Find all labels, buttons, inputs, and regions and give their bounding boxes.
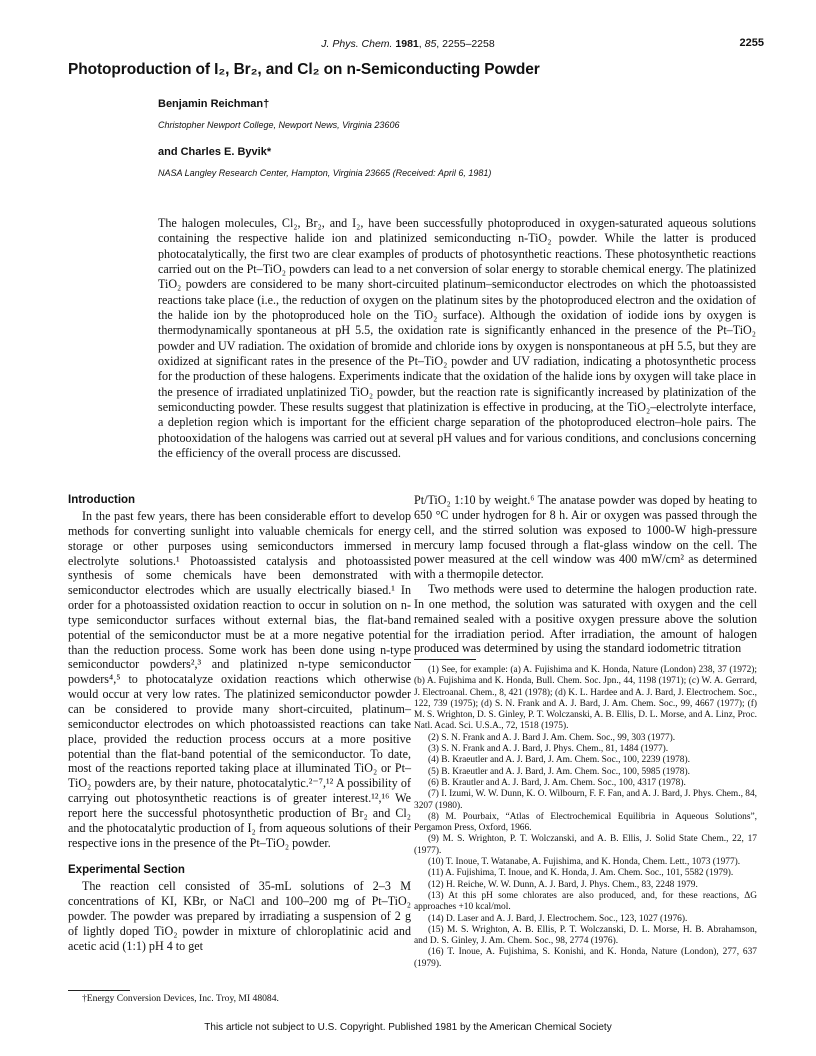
copyright-line: This article not subject to U.S. Copyright. Published 1981 by the American Chemical Society [204, 1022, 612, 1033]
footnote-separator-right [414, 659, 476, 660]
reference-item: (7) I. Izumi, W. W. Dunn, K. O. Wilbourn, F. F. Fan, and A. J. Bard, J. Phys. Chem., 84, 3207 (1980). [414, 789, 757, 811]
reference-item: (4) B. Kraeutler and A. J. Bard, J. Am. Chem. Soc., 100, 2239 (1978). [428, 755, 690, 766]
journal-volume: 85 [424, 38, 437, 50]
reference-item: (14) D. Laser and A. J. Bard, J. Electrochem. Soc., 123, 1027 (1976). [428, 913, 688, 924]
left-column [68, 493, 411, 954]
reference-item: (13) At this pH some chlorates are also produced, and, for these reactions, ΔG approaches +10 kcal/mol. [414, 890, 757, 913]
experimental-paragraph: The reaction cell consisted of 35-mL solutions of 2–3 M concentrations of KI, KBr, or NaCl and 100–200 mg of Pt–TiO₂ powder. The powder was prepared by irradiating a suspension of 2 g of lightly doped TiO₂ powder in mixture of chloroplatinic acid and acetic acid (1:1) pH 4 to get [68, 879, 411, 953]
author-1-name: Benjamin Reichman† [158, 98, 270, 110]
reference-item: (8) M. Pourbaix, “Atlas of Electrochemical Equilibria in Aqueous Solutions”, Pergamon Press, Oxford, 1966. [414, 811, 757, 834]
reference-item: (9) M. S. Wrighton, P. T. Wolczanski, and A. B. Ellis, J. Solid State Chem., 22, 17 (1977). [414, 834, 757, 856]
method-paragraph: Two methods were used to determine the halogen production rate. In one method, the solution was saturated with oxygen and the cell remained sealed with a positive oxygen pressure above the solution for the irradiation period. After irradiation, the amount of halogen produced was determined by using the standard iodometric titration [414, 582, 757, 656]
reference-item: (2) S. N. Frank and A. J. Bard J. Am. Chem. Soc., 99, 303 (1977). [428, 732, 676, 743]
running-header: J. Phys. Chem. 1981, 85, 2255–2258 [321, 38, 495, 50]
journal-name: J. Phys. Chem. [321, 38, 393, 50]
reference-item: (6) B. Krautler and A. J. Bard, J. Am. Chem. Soc., 100, 4317 (1978). [428, 777, 686, 788]
introduction-heading: Introduction [68, 494, 136, 506]
reference-item: (10) T. Inoue, T. Watanabe, A. Fujishima, and K. Honda, Chem. Lett., 1073 (1977). [428, 857, 741, 868]
reference-item: (12) H. Reiche, W. W. Dunn, A. J. Bard, J. Phys. Chem., 83, 2248 1979. [428, 879, 698, 890]
author-footnote: †Energy Conversion Devices, Inc. Troy, MI 48084. [82, 993, 279, 1004]
introduction-paragraph: In the past few years, there has been considerable effort to develop methods for converting sunlight into valuable chemicals for energy storage or other purposes using semiconductors immersed in electrolyte solutions.¹ Photoassisted catalysis and photoassisted synthesis of some chemicals have been demonstrated with semiconductor electrodes which are usually electrically biased.¹ In order for a photoassisted oxidation reaction to occur in solution on n-type semiconductor surfaces without external bias, the flat-band potential of the semiconductor must be at a more negative potential than the reduction process. Some work has been done using n-type semiconductor powders²,³ and platinized n-type semiconductor powders⁴,⁵ to photocatalyze oxidation reactions which otherwise would occur at very low rates. The platinized semiconductor powder can be considered to provide many short-circuited, platinum–semiconductor electrodes on which photoassisted reactions can take place, provided the reduction process occurs at a more positive potential than the flat-band potential of the semiconductor. To date, most of the reactions reported taking place at illuminated TiO₂ or Pt–TiO₂ powders are, by their nature, photocatalytic.²⁻⁷,¹² A possibility of carrying out photosynthetic reactions is of greater interest.¹²,¹⁶ We report here the successful photosynthetic production of Br₂ and Cl₂ and the photocatalytic production of I₂ from aqueous solutions of their respective ions in the presence of the Pt–TiO₂ powder. [68, 509, 411, 850]
reference-item: (5) B. Kraeutler and A. J. Bard, J. Am. Chem. Soc., 100, 5985 (1978). [428, 766, 690, 777]
footnote-separator-left [68, 990, 130, 991]
journal-pages: 2255–2258 [442, 38, 495, 50]
page-number: 2255 [739, 37, 764, 49]
reference-item: (11) A. Fujishima, T. Inoue, and K. Honda, J. Am. Chem. Soc., 101, 5582 (1979). [428, 868, 734, 879]
abstract: The halogen molecules, Cl₂, Br₂, and I₂, have been successfully photoproduced in oxygen-saturated aqueous solutions containing the respective halide ion and platinized semiconducting n-TiO₂ powder. While the latter is produced photocatalytically, the first two are clear examples of products of photosynthetic reactions. These photosynthetic reactions carried out on the Pt–TiO₂ powders can lead to a net conversion of solar energy to storable chemical energy. The platinized TiO₂ powders are considered to be many short-circuited platinum–semiconductor electrodes on which the photoassisted reactions take place (i.e., the reduction of oxygen on the platinum sites by the photoproduced electron and the oxidation of the halide ion by the photoproduced hole on the TiO₂ surface). Although the oxidation of iodide ions by oxygen is thermodynamically spontaneous at pH 5.5, the oxidation rate is significantly enhanced in the presence of the Pt–TiO₂ powder and UV radiation. The oxidation of bromide and chloride ions by oxygen is nonspontaneous at pH 5.5, but they are oxidized at significant rates in the presence of the Pt–TiO₂ powder and UV radiation, indicating a photosynthetic process for the production of these halogens. Experiments indicate that the oxidation of the halide ions by oxygen will take place in the presence of irradiated unplatinized TiO₂ powder, but the reaction rate is significantly increased by platinization of the semiconducting powder. These results suggest that platinization is effective in producing, at the TiO₂–electrolyte interface, a depletion region which is important for the efficient charge separation of the photoproduced electron–hole pairs. The photooxidation of the halogens was carried out at several pH values and for various conditions, and conclusions concerning the efficiency of the overall process are discussed. [158, 216, 756, 461]
reference-item: (15) M. S. Wrighton, A. B. Ellis, P. T. Wolczanski, D. L. Morse, H. B. Abrahamson, and D. S. Ginley, J. Am. Chem. Soc., 98, 2774 (1976). [414, 924, 757, 947]
author-1-affiliation: Christopher Newport College, Newport News, Virginia 23606 [158, 120, 400, 130]
article-title: Photoproduction of I₂, Br₂, and Cl₂ on n-Semiconducting Powder [68, 61, 540, 78]
author-2-name: and Charles E. Byvik* [158, 146, 272, 158]
references-list [414, 665, 757, 970]
experimental-paragraph-continued: Pt/TiO₂ 1:10 by weight.⁶ The anatase powder was doped by heating to 650 °C under hydrogen for 8 h. Air or oxygen was passed through the cell, and the stirred solution was exposed to 1000-W high-pressure mercury lamp focused through a flat-glass window on the cell. The power measured at the cell window was 400 mW/cm² as determined with a thermopile detector. [414, 493, 757, 582]
reference-item: (16) T. Inoue, A. Fujishima, S. Konishi, and K. Honda, Nature (London), 277, 637 (1979). [414, 947, 757, 969]
right-column [414, 493, 757, 656]
reference-item: (1) See, for example: (a) A. Fujishima and K. Honda, Nature (London) 238, 37 (1972); (b) A. Fujishima and K. Honda, Bull. Chem. Soc. Jpn., 44, 1198 (1971); (c) W. A. Gerrard, J. Electroanal. Chem., 8, 421 (1978); (d) K. L. Hardee and A. J. Bard, J. Electrochem. Soc., 122, 739 (1975); (d) S. N. Frank and A. J. Bard, J. Am. Chem. Soc., 99, 4667 (1977); (f) M. S. Wrighton, D. S. Ginley, P. T. Wolczanski, A. B. Ellis, D. L. Morse, and A. Linz, Proc. Natl. Acad. Sci. U.S.A., 72, 1518 (1975). [414, 665, 757, 732]
author-2-affiliation: NASA Langley Research Center, Hampton, Virginia 23665 (Received: April 6, 1981) [158, 168, 492, 178]
reference-item: (3) S. N. Frank and A. J. Bard, J. Phys. Chem., 81, 1484 (1977). [428, 744, 669, 755]
journal-year: 1981 [395, 38, 419, 50]
experimental-heading: Experimental Section [68, 864, 185, 877]
